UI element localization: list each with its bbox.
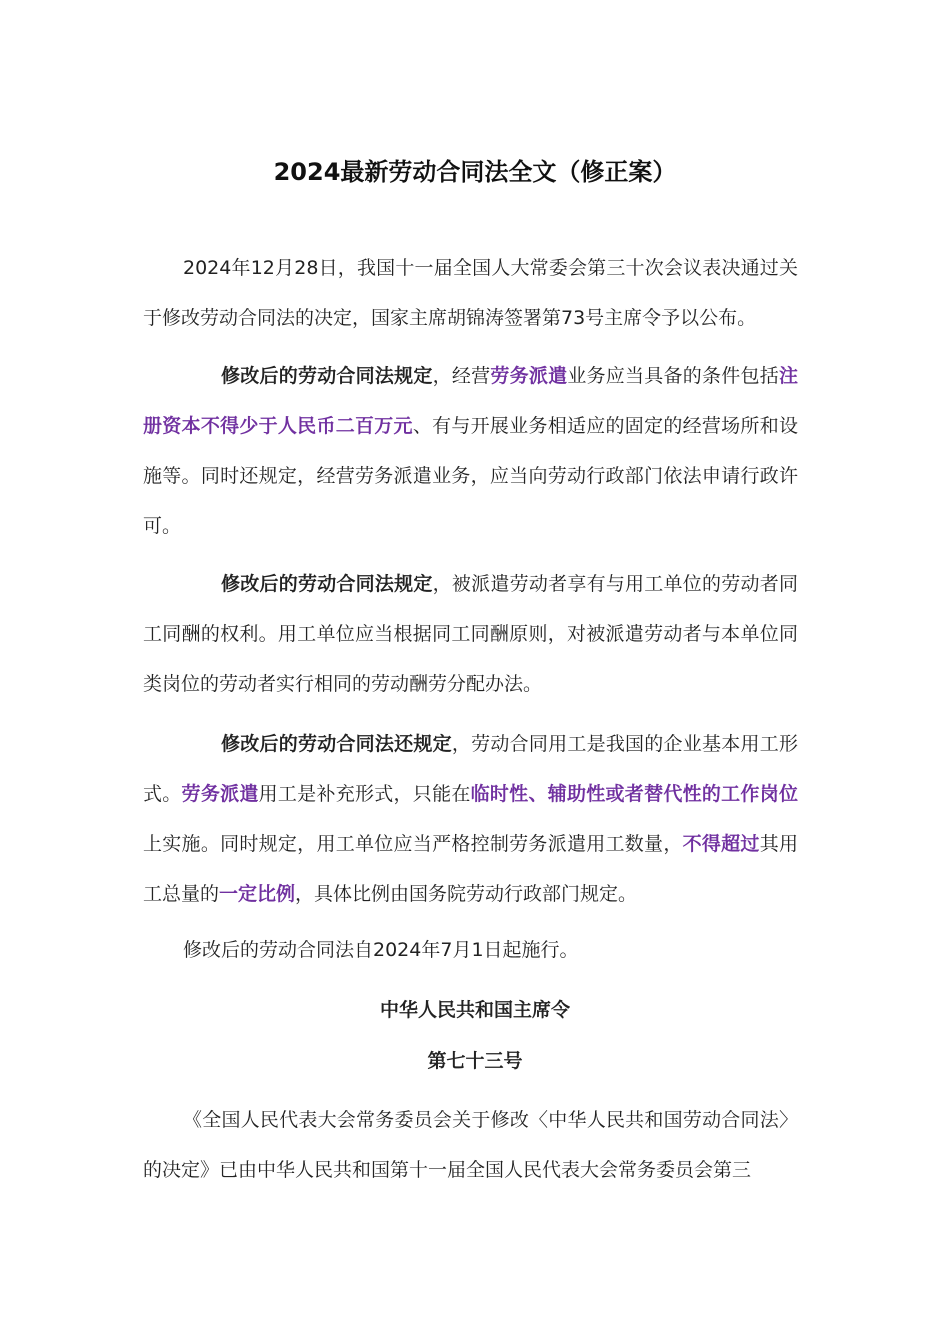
text-run: ，被派遣劳动者享有与用工单位的劳动者同工同酬的权利。用工单位应当根据同工同酬原则，对被派遣劳动者与本单位同类岗位的劳动者实行相同的劳动酬劳分配办法。: [143, 573, 798, 695]
highlight-certain-proportion: 一定比例: [219, 883, 296, 905]
highlight-labor-dispatch: 劳务派遣: [490, 365, 568, 387]
paragraph-announcement: 2024年12月28日，我国十一届全国人大常委会第三十次会议表决通过关于修改劳动合同法的决定，国家主席胡锦涛签署第73号主席令予以公布。: [143, 257, 798, 329]
document-title: 2024最新劳动合同法全文（修正案）: [273, 158, 677, 186]
text-run: 用工是补充形式，只能在: [258, 783, 471, 805]
paragraph-equal-pay: [143, 559, 798, 709]
text-run: 其用工总量的: [143, 833, 798, 905]
text-run: 、有与开展业务相适应的固定的经营场所和设施等。同时还规定，经营劳务派遣业务，应当向劳动行政部门依法申请行政许可。: [143, 415, 798, 537]
text-run: ，经营: [432, 365, 491, 387]
heading-order-number: 第七十三号: [427, 1050, 523, 1072]
bold-lead: 修改后的劳动合同法还规定: [221, 733, 452, 755]
text-run: ，具体比例由国务院劳动行政部门规定。: [295, 883, 638, 905]
paragraph-decision: 《全国人民代表大会常务委员会关于修改〈中华人民共和国劳动合同法〉的决定》已由中华人民共和国第十一届全国人民代表大会常务委员会第三: [143, 1109, 798, 1181]
highlight-labor-dispatch: 劳务派遣: [181, 783, 259, 805]
highlight-must-not-exceed: 不得超过: [682, 833, 760, 855]
paragraph-dispatch-conditions: [143, 351, 798, 551]
text-run: 上实施。同时规定，用工单位应当严格控制劳务派遣用工数量，: [143, 833, 683, 855]
text-run: ，劳动合同用工是我国的企业基本用工形式。: [143, 733, 798, 805]
highlight-registered-capital: 注册资本不得少于人民币二百万元: [143, 365, 798, 437]
paragraph-effective-date: 修改后的劳动合同法自2024年7月1日起施行。: [183, 939, 579, 961]
bold-lead: 修改后的劳动合同法规定: [221, 365, 433, 387]
highlight-temporary-positions: 临时性、辅助性或者替代性的工作岗位: [470, 783, 798, 805]
text-run: 业务应当具备的条件包括: [567, 365, 779, 387]
heading-presidential-order: 中华人民共和国主席令: [379, 999, 570, 1021]
paragraph-employment-forms: [143, 719, 798, 919]
bold-lead: 修改后的劳动合同法规定: [221, 573, 433, 595]
